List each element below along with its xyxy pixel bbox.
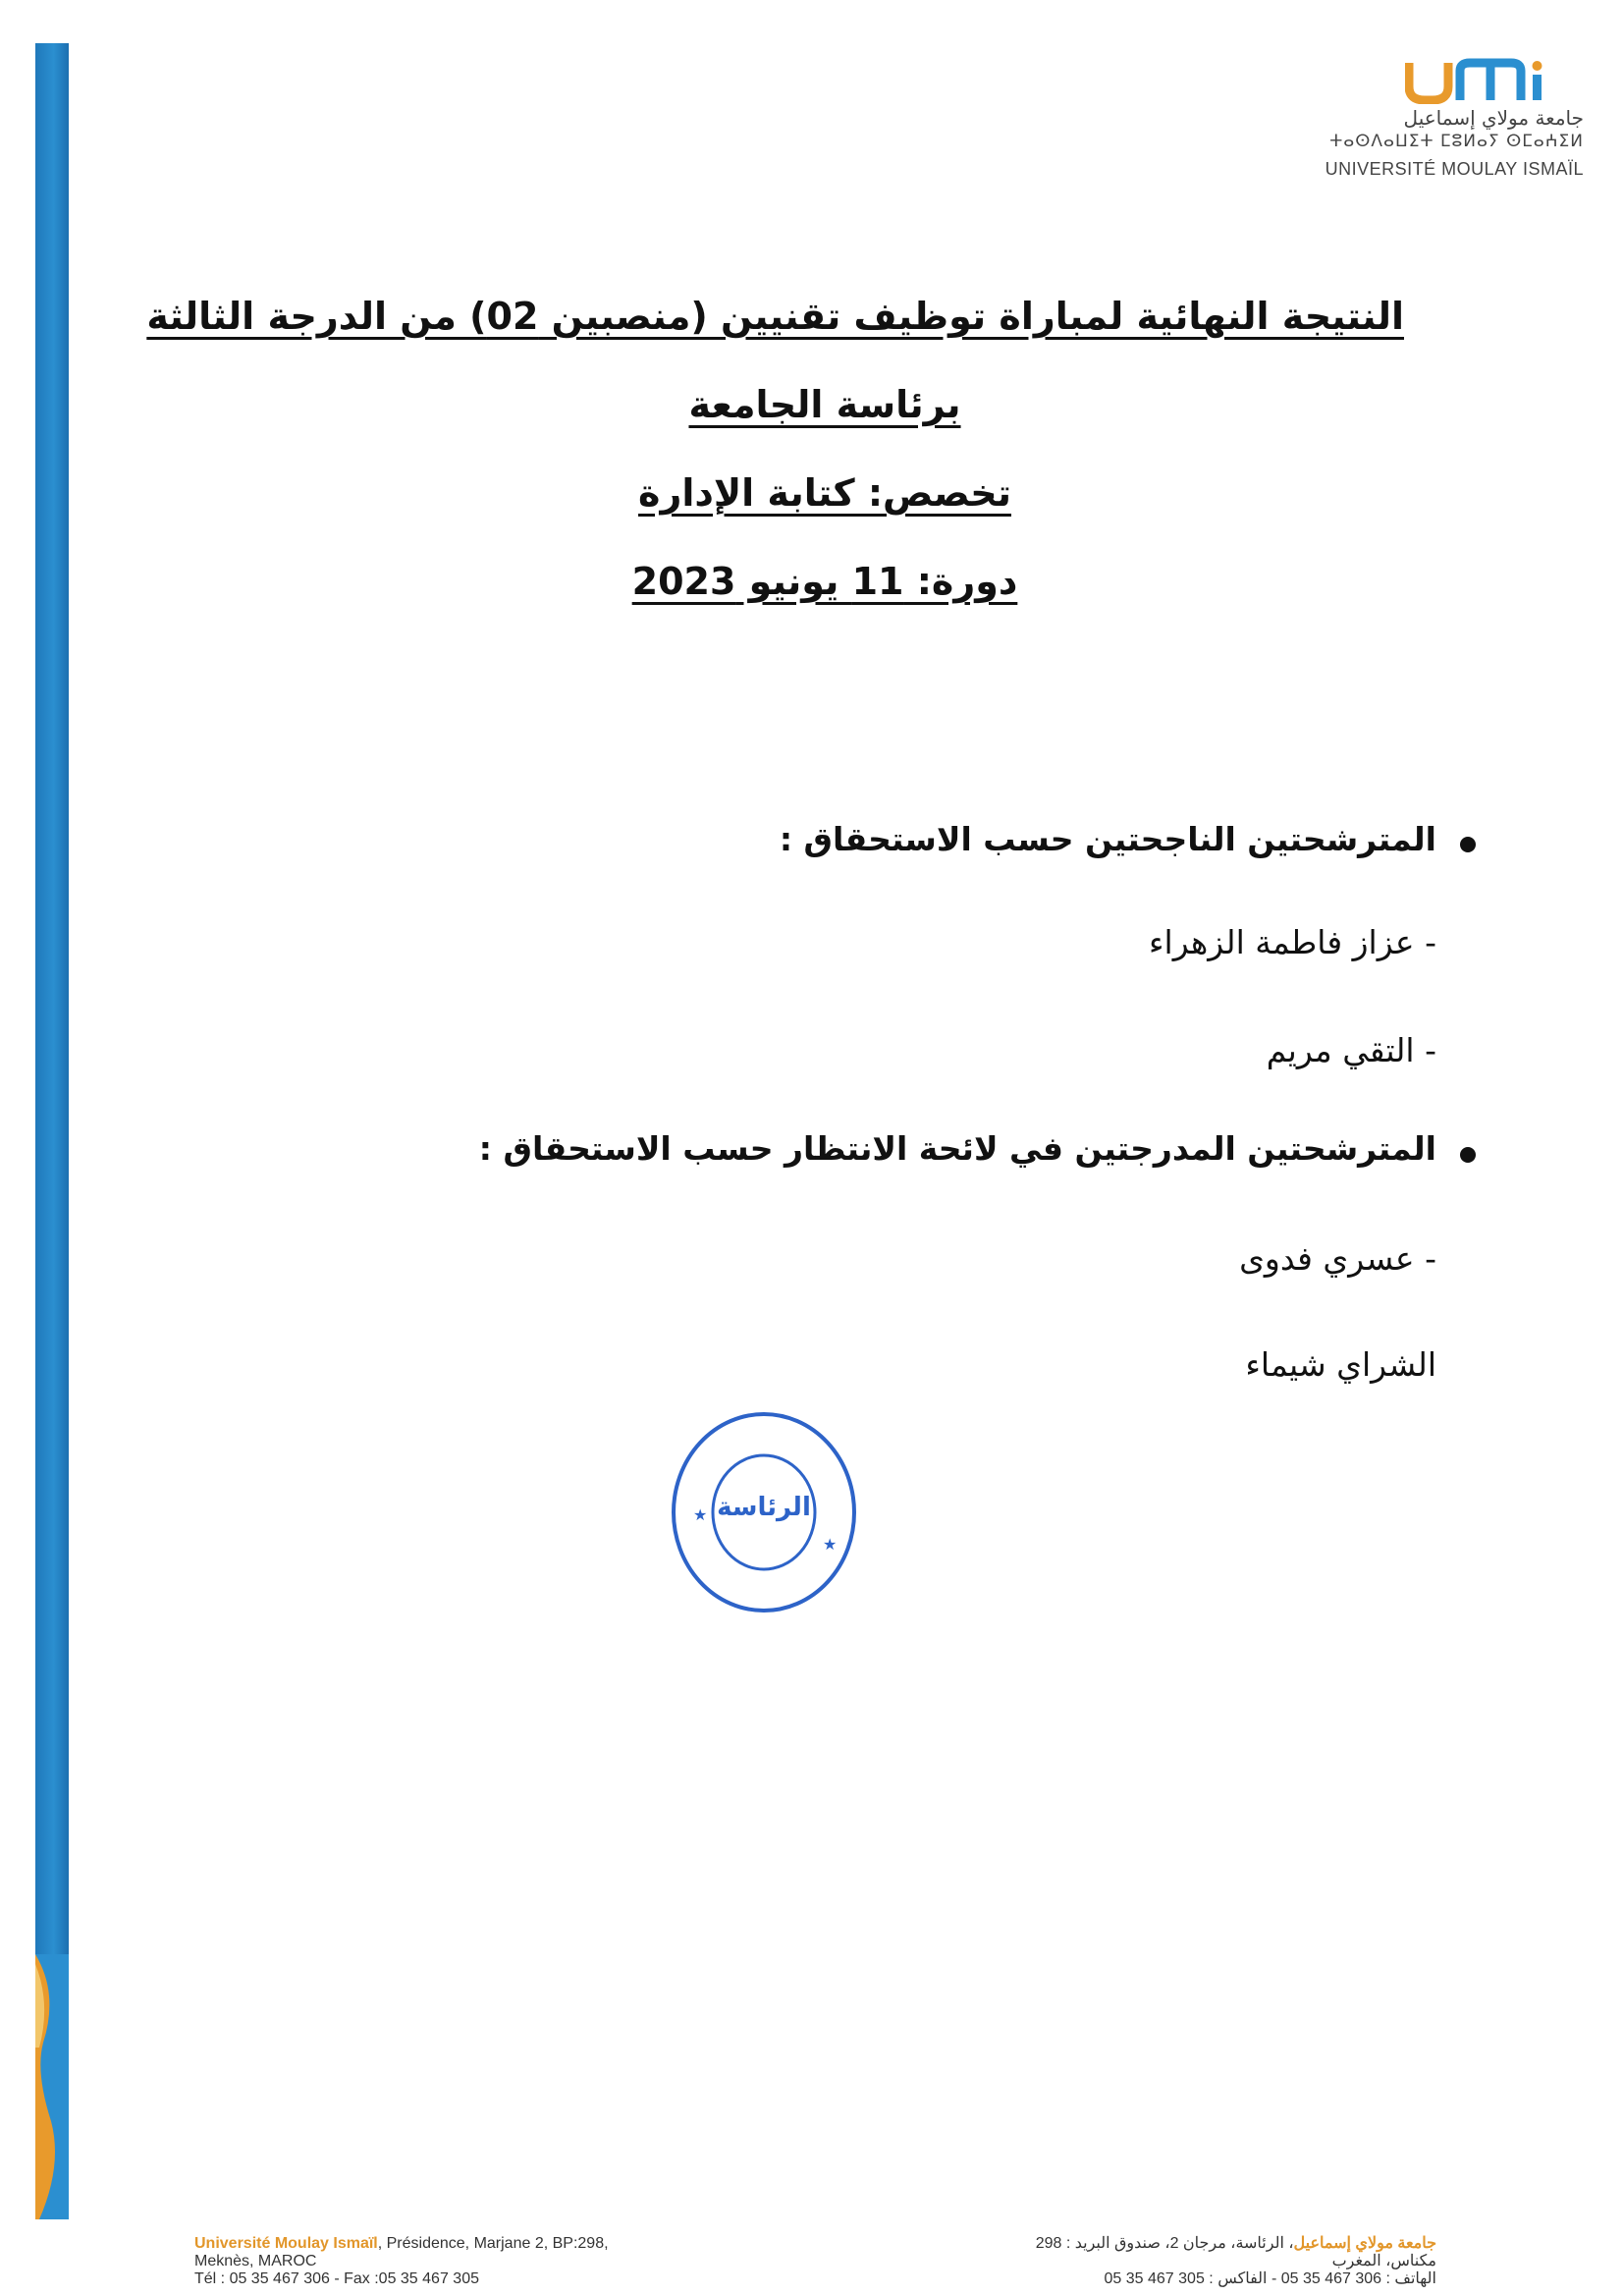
footer-address-line-ar: ، الرئاسة، مرجان 2، صندوق البريد : 298 bbox=[1035, 2235, 1294, 2252]
successful-candidates-heading: المترشحتين الناجحتين حسب الاستحقاق : bbox=[779, 820, 1436, 858]
successful-candidate-1: - عزاز فاطمة الزهراء bbox=[1149, 923, 1436, 961]
official-stamp bbox=[666, 1402, 862, 1618]
footer-address-line: , Présidence, Marjane 2, BP:298, bbox=[377, 2235, 609, 2252]
svg-text:★: ★ bbox=[693, 1505, 708, 1524]
footer-city: Meknès, MAROC bbox=[194, 2253, 317, 2269]
university-logo bbox=[1325, 57, 1596, 194]
title-line-3: تخصص: كتابة الإدارة bbox=[638, 471, 1011, 515]
svg-text:★: ★ bbox=[823, 1535, 838, 1554]
footer-city-ar: مكناس، المغرب bbox=[1331, 2253, 1436, 2269]
bullet-icon bbox=[1460, 837, 1476, 852]
waitlist-candidate-1: - عسري فدوى bbox=[1239, 1239, 1436, 1278]
page-footer bbox=[0, 2235, 1623, 2294]
footer-french-address bbox=[194, 2235, 609, 2288]
logo-french-text: UNIVERSITÉ MOULAY ISMAÏL bbox=[1325, 159, 1584, 179]
waitlist-candidate-2: الشراي شيماء bbox=[1245, 1345, 1436, 1384]
logo-tifinagh-text: ⵜⴰⵙⴷⴰⵡⵉⵜ ⵎⵓⵍⴰⵢ ⵙⵎⴰⵄⵉⵍ bbox=[1329, 132, 1584, 151]
footer-phone: Tél : 05 35 467 306 - Fax :05 35 467 305 bbox=[194, 2270, 479, 2287]
title-line-1: النتيجة النهائية لمباراة توظيف تقنيين (منصبين 02) من الدرجة الثالثة bbox=[146, 295, 1404, 338]
successful-candidate-2: - التقي مريم bbox=[1266, 1031, 1436, 1069]
title-line-2: برئاسة الجامعة bbox=[688, 383, 961, 426]
waitlist-candidates-heading: المترشحتين المدرجتين في لائحة الانتظار حسب الاستحقاق : bbox=[478, 1129, 1436, 1168]
logo-arabic-text: جامعة مولاي إسماعيل bbox=[1403, 106, 1584, 130]
umi-logo-icon bbox=[1405, 57, 1562, 104]
footer-university-name: Université Moulay Ismaïl bbox=[194, 2235, 378, 2252]
left-border-bar bbox=[35, 43, 69, 2214]
footer-arabic-address bbox=[1036, 2235, 1436, 2288]
border-accent-decoration bbox=[29, 1954, 69, 2219]
stamp-center-text: الرئاسة bbox=[717, 1493, 811, 1522]
footer-phone-ar: الهاتف : 306 467 35 05 - الفاكس : 305 467 35 05 bbox=[1104, 2270, 1436, 2287]
footer-university-name-ar: جامعة مولاي إسماعيل bbox=[1293, 2235, 1436, 2252]
title-line-4: دورة: 11 يونيو 2023 bbox=[631, 560, 1018, 603]
bullet-icon bbox=[1460, 1147, 1476, 1163]
